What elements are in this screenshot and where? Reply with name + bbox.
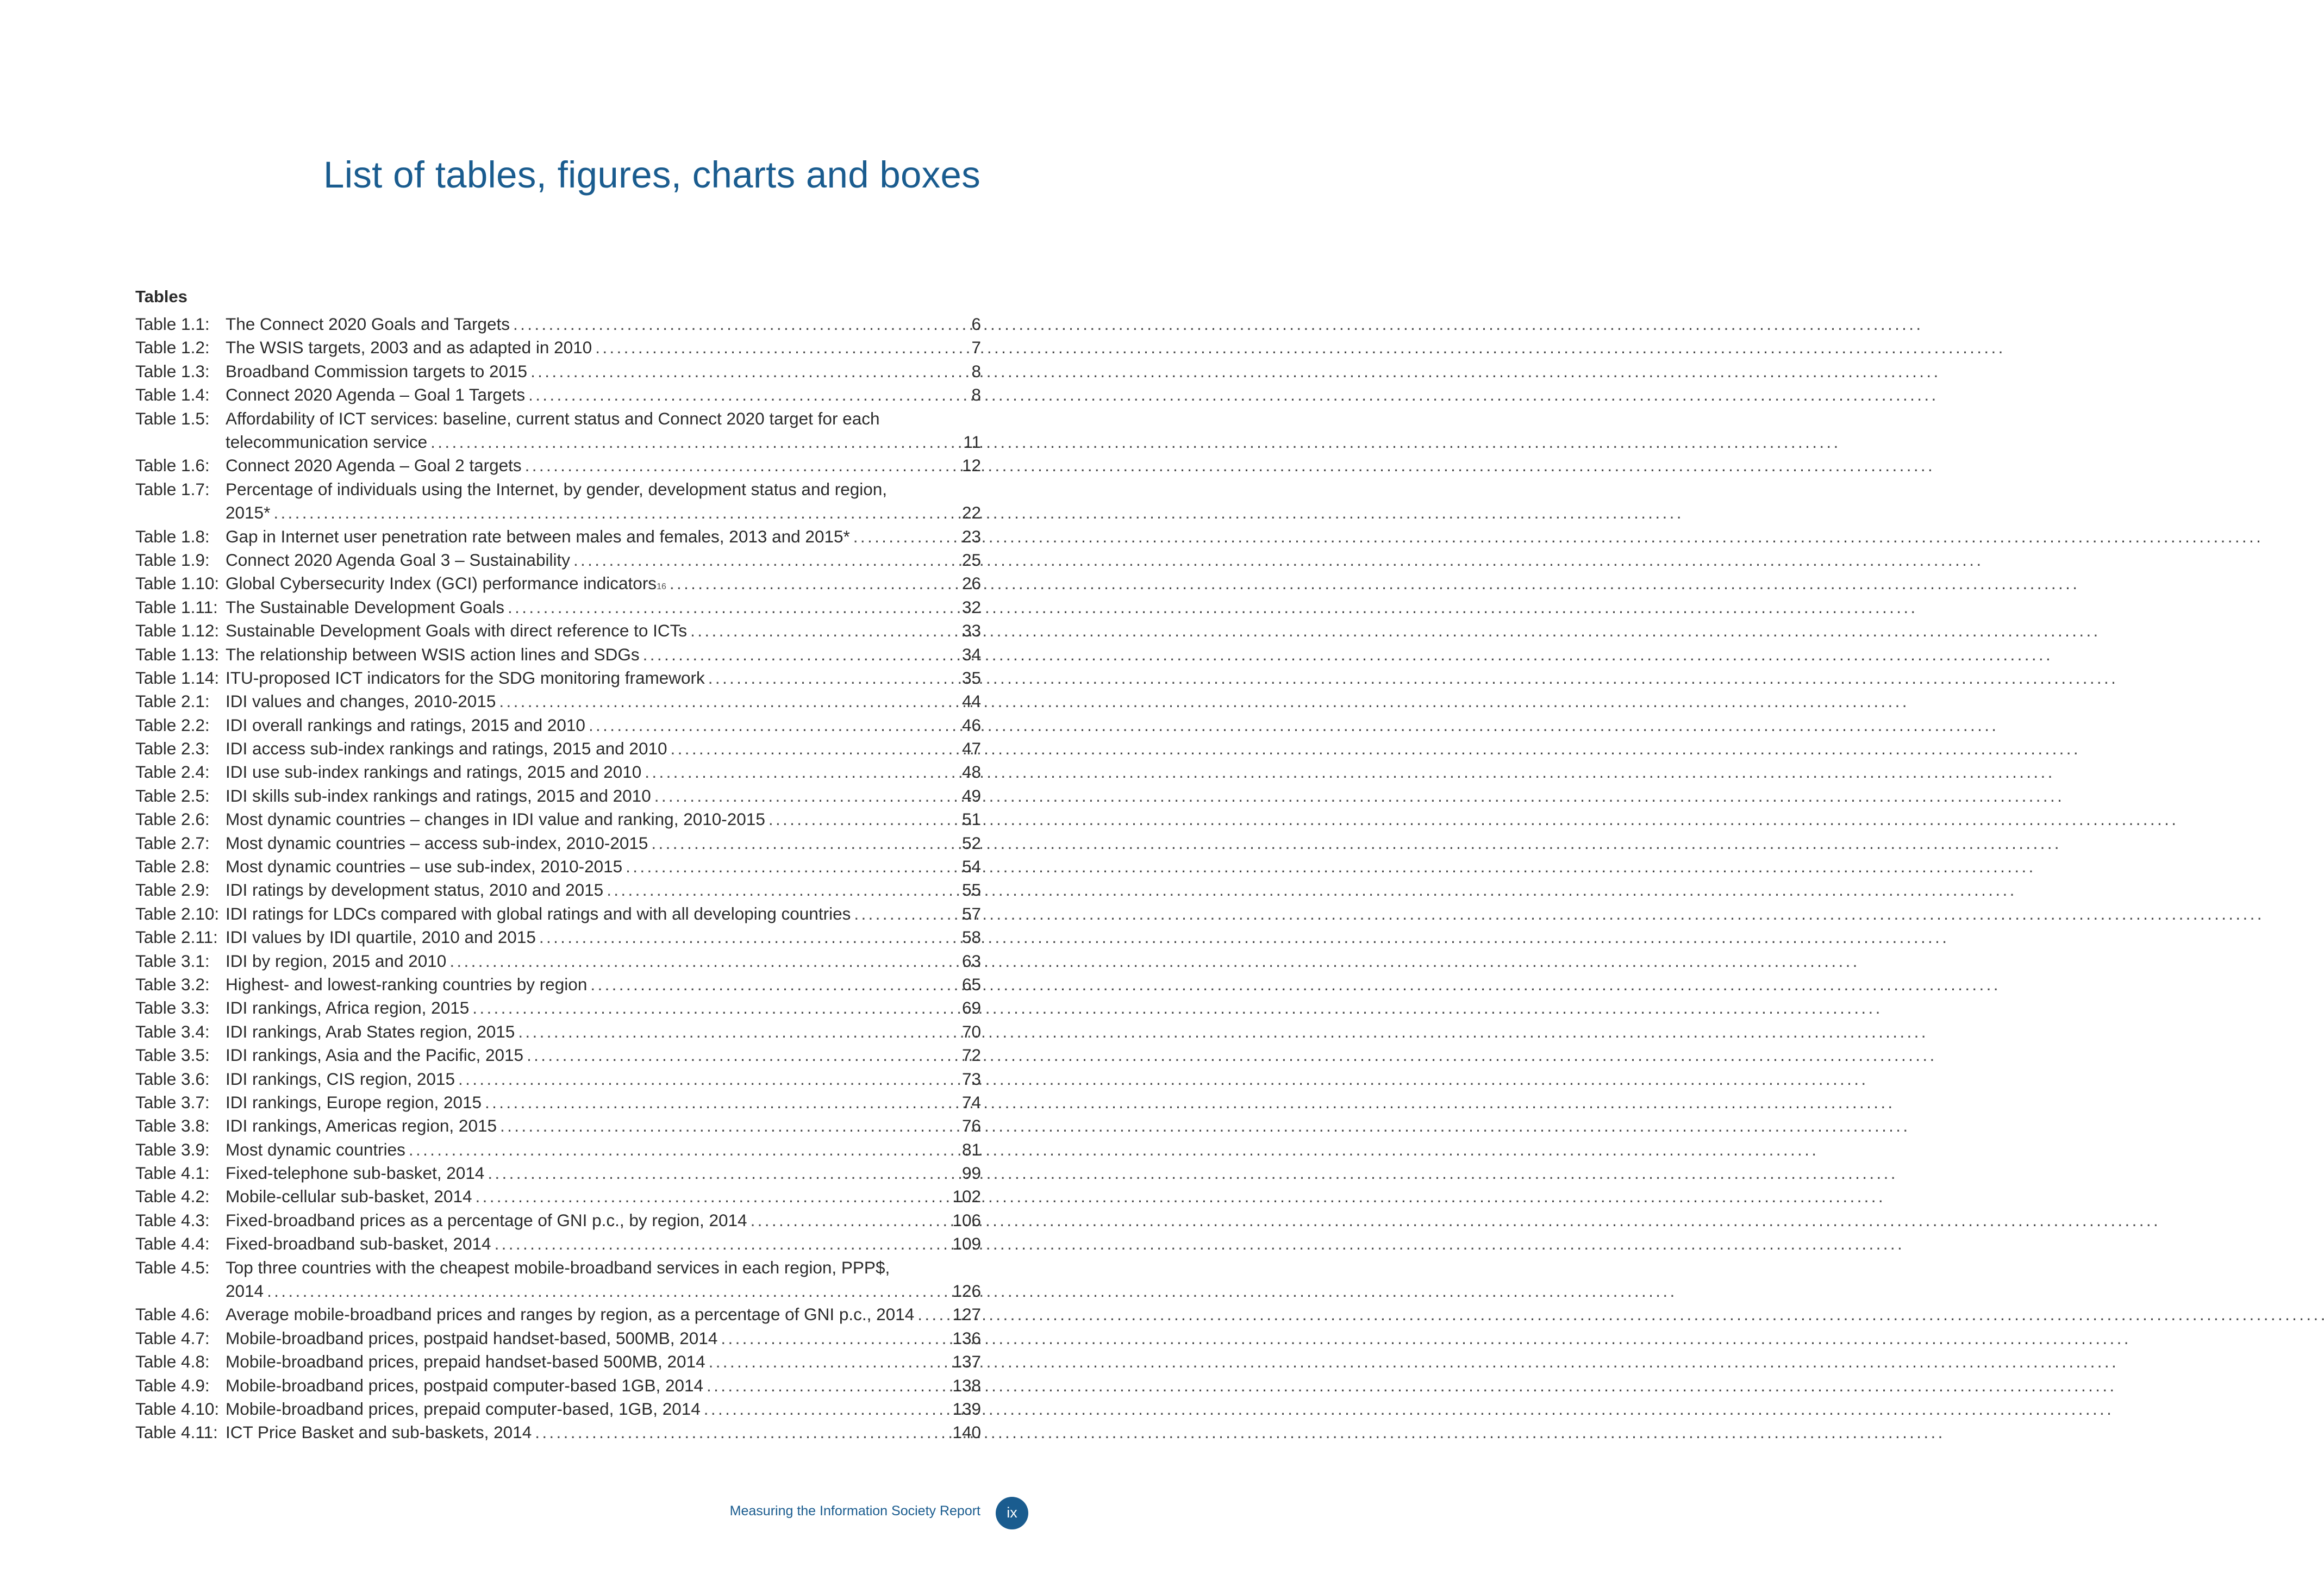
toc-entry-title: Mobile-cellular sub-basket, 2014 bbox=[226, 1186, 472, 1207]
toc-entry[interactable] bbox=[135, 1232, 981, 1256]
toc-entry-label: Table 4.1: bbox=[135, 1163, 210, 1183]
toc-entry-title: The Connect 2020 Goals and Targets bbox=[226, 314, 510, 334]
page-number-badge: ix bbox=[996, 1497, 1028, 1529]
toc-entry-title: ITU-proposed ICT indicators for the SDG monitoring framework bbox=[226, 667, 705, 688]
dot-leader bbox=[917, 1303, 949, 1326]
toc-entry-label: Table 2.1: bbox=[135, 691, 210, 711]
dot-leader bbox=[513, 313, 968, 336]
toc-entry-label: Table 4.6: bbox=[135, 1304, 210, 1325]
toc-entry-label: Table 1.3: bbox=[135, 361, 210, 381]
section-heading-tables: Tables bbox=[135, 287, 188, 306]
toc-entry[interactable] bbox=[135, 878, 981, 902]
toc-entry-title: Most dynamic countries – changes in IDI value and ranking, 2010-2015 bbox=[226, 809, 765, 829]
toc-entry-title: Top three countries with the cheapest mobile-broadband services in each region, PPP$, bbox=[226, 1257, 890, 1277]
toc-entry-label: Table 1.13: bbox=[135, 644, 220, 664]
toc-entry-label: Table 1.6: bbox=[135, 455, 210, 476]
dot-leader bbox=[721, 1327, 949, 1350]
toc-entry[interactable] bbox=[135, 950, 981, 973]
dot-leader bbox=[643, 643, 959, 666]
toc-entry-title: Mobile-broadband prices, prepaid handset-based 500MB, 2014 bbox=[226, 1352, 705, 1372]
dot-leader bbox=[267, 1279, 949, 1303]
dot-leader bbox=[472, 996, 959, 1020]
toc-entry-page-number: 127 bbox=[952, 1304, 981, 1325]
toc-entry-title: IDI values by IDI quartile, 2010 and 2015 bbox=[226, 927, 536, 947]
toc-entry-title: IDI access sub-index rankings and ratings, 2015 and 2010 bbox=[226, 739, 667, 759]
toc-entry-label: Table 3.8: bbox=[135, 1116, 210, 1136]
toc-entry-page-number: 102 bbox=[952, 1186, 981, 1207]
toc-entry[interactable] bbox=[135, 525, 981, 548]
toc-entry[interactable] bbox=[135, 1114, 981, 1138]
toc-entry-title: IDI rankings, Americas region, 2015 bbox=[226, 1116, 497, 1136]
dot-leader bbox=[654, 784, 959, 808]
toc-entry-title: Fixed-broadband prices as a percentage of GNI p.c., by region, 2014 bbox=[226, 1210, 747, 1230]
toc-entry-title: IDI rankings, Asia and the Pacific, 2015 bbox=[226, 1045, 524, 1065]
toc-entry[interactable] bbox=[135, 1044, 981, 1067]
dot-leader bbox=[430, 430, 960, 454]
toc-entry-page-number: 48 bbox=[961, 762, 981, 782]
toc-entry[interactable] bbox=[135, 619, 981, 642]
toc-entry-page-number: 55 bbox=[961, 880, 981, 900]
toc-entry[interactable] bbox=[135, 313, 981, 336]
toc-entry-title: 2014 bbox=[226, 1281, 264, 1301]
toc-entry-page-number: 22 bbox=[961, 503, 981, 523]
toc-entry[interactable] bbox=[135, 454, 981, 477]
toc-entry-label: Table 2.3: bbox=[135, 739, 210, 759]
toc-entry-page-number: 72 bbox=[961, 1045, 981, 1065]
toc-entry-title: Affordability of ICT services: baseline, current status and Connect 2020 target for each bbox=[226, 408, 880, 428]
toc-entry-page-number: 12 bbox=[961, 455, 981, 476]
toc-entry-title: IDI overall rankings and ratings, 2015 and 2010 bbox=[226, 715, 585, 735]
toc-entry-title: ICT Price Basket and sub-baskets, 2014 bbox=[226, 1422, 532, 1442]
dot-leader bbox=[518, 1020, 959, 1044]
toc-entry-page-number: 99 bbox=[961, 1163, 981, 1183]
toc-entry-label: Table 1.10: bbox=[135, 573, 220, 594]
toc-entry[interactable] bbox=[135, 926, 981, 949]
toc-entry-page-number: 54 bbox=[961, 857, 981, 877]
toc-entry-page-number: 26 bbox=[961, 573, 981, 594]
toc-entry-title: IDI by region, 2015 and 2010 bbox=[226, 951, 447, 971]
dot-leader bbox=[539, 926, 959, 949]
footer-report-title: Measuring the Information Society Report bbox=[729, 1503, 980, 1519]
toc-entry-page-number: 44 bbox=[961, 691, 981, 711]
toc-entry-title: Mobile-broadband prices, prepaid computer-based, 1GB, 2014 bbox=[226, 1399, 701, 1419]
toc-entry-page-number: 63 bbox=[961, 951, 981, 971]
dot-leader bbox=[499, 690, 959, 713]
toc-entry-page-number: 69 bbox=[961, 998, 981, 1018]
toc-entry-title: The WSIS targets, 2003 and as adapted in 2010 bbox=[226, 338, 592, 358]
dot-leader bbox=[508, 596, 959, 619]
toc-entry-page-number: 8 bbox=[971, 385, 981, 405]
toc-entry-title: IDI rankings, CIS region, 2015 bbox=[226, 1069, 455, 1089]
toc-entry-label: Table 3.3: bbox=[135, 998, 210, 1018]
toc-entry-page-number: 140 bbox=[952, 1422, 981, 1442]
toc-entry-page-number: 81 bbox=[961, 1139, 981, 1159]
toc-entry-label: Table 3.5: bbox=[135, 1045, 210, 1065]
dot-leader bbox=[853, 525, 959, 548]
toc-entry-label: Table 3.7: bbox=[135, 1092, 210, 1112]
toc-entry[interactable] bbox=[135, 1374, 981, 1397]
toc-entry-label: Table 4.3: bbox=[135, 1210, 210, 1230]
toc-entry-label: Table 1.14: bbox=[135, 667, 220, 688]
toc-entry[interactable] bbox=[135, 855, 981, 878]
toc-entry-page-number: 137 bbox=[952, 1352, 981, 1372]
toc-entry[interactable] bbox=[135, 1350, 981, 1373]
toc-entry[interactable] bbox=[135, 643, 981, 666]
toc-entry-title: IDI ratings for LDCs compared with global ratings and with all developing countries bbox=[226, 903, 851, 923]
dot-leader bbox=[273, 501, 959, 524]
dot-leader bbox=[708, 666, 959, 690]
toc-entry-label: Table 1.11: bbox=[135, 597, 218, 617]
dot-leader bbox=[709, 1350, 949, 1373]
dot-leader bbox=[751, 1209, 949, 1232]
toc-entry[interactable] bbox=[135, 548, 981, 572]
toc-entry-label: Table 1.12: bbox=[135, 621, 220, 641]
toc-entry-label: Table 1.8: bbox=[135, 526, 210, 546]
toc-entry-label: Table 3.4: bbox=[135, 1021, 210, 1041]
toc-entry-page-number: 35 bbox=[961, 667, 981, 688]
toc-entry[interactable] bbox=[135, 360, 981, 383]
toc-entry-title: Average mobile-broadband prices and ranges by region, as a percentage of GNI p.c., 2014 bbox=[226, 1304, 915, 1325]
dot-leader bbox=[485, 1091, 959, 1114]
toc-entry-title: Mobile-broadband prices, postpaid computer-based 1GB, 2014 bbox=[226, 1375, 704, 1395]
toc-entry-page-number: 73 bbox=[961, 1069, 981, 1089]
toc-entry-title: Broadband Commission targets to 2015 bbox=[226, 361, 528, 381]
toc-entry[interactable] bbox=[135, 996, 981, 1020]
toc-entry[interactable] bbox=[135, 760, 981, 784]
toc-entry-page-number: 136 bbox=[952, 1328, 981, 1348]
toc-entry-title: IDI ratings by development status, 2010 and 2015 bbox=[226, 880, 604, 900]
toc-entry-label: Table 1.9: bbox=[135, 549, 210, 570]
toc-entry[interactable] bbox=[135, 1256, 981, 1303]
toc-entry-label: Table 3.1: bbox=[135, 951, 210, 971]
toc-entry-title: Most dynamic countries bbox=[226, 1139, 405, 1159]
toc-entry-page-number: 74 bbox=[961, 1092, 981, 1112]
toc-entry[interactable] bbox=[135, 1327, 981, 1350]
toc-entry-page-number: 139 bbox=[952, 1399, 981, 1419]
page-title: List of tables, figures, charts and boxes bbox=[323, 154, 980, 196]
toc-entry[interactable] bbox=[135, 1161, 981, 1185]
toc-entry-title: IDI rankings, Europe region, 2015 bbox=[226, 1092, 482, 1112]
toc-entry-title: The relationship between WSIS action lines and SDGs bbox=[226, 644, 640, 664]
toc-entry-label: Table 1.1: bbox=[135, 314, 210, 334]
toc-entry-page-number: 34 bbox=[961, 644, 981, 664]
dot-leader bbox=[458, 1067, 959, 1091]
toc-entry-page-number: 23 bbox=[961, 526, 981, 546]
toc-entry[interactable] bbox=[135, 478, 981, 525]
toc-entry[interactable] bbox=[135, 784, 981, 808]
tables-toc-list bbox=[135, 313, 981, 1445]
toc-entry-page-number: 47 bbox=[961, 739, 981, 759]
toc-entry-label: Table 3.9: bbox=[135, 1139, 210, 1159]
toc-entry-page-number: 7 bbox=[971, 338, 981, 358]
dot-leader bbox=[409, 1138, 959, 1161]
toc-entry[interactable] bbox=[135, 1185, 981, 1208]
dot-leader bbox=[488, 1161, 959, 1185]
toc-entry-page-number: 126 bbox=[952, 1281, 981, 1301]
toc-entry[interactable] bbox=[135, 407, 981, 454]
toc-entry-label: Table 4.2: bbox=[135, 1186, 210, 1207]
toc-entry-label: Table 2.8: bbox=[135, 857, 210, 877]
dot-leader bbox=[530, 360, 968, 383]
dot-leader bbox=[670, 572, 959, 595]
toc-entry-title: telecommunication service bbox=[226, 432, 428, 452]
toc-entry-title: Gap in Internet user penetration rate between males and females, 2013 and 2015* bbox=[226, 526, 850, 546]
toc-entry[interactable] bbox=[135, 666, 981, 690]
toc-entry-page-number: 46 bbox=[961, 715, 981, 735]
toc-entry[interactable] bbox=[135, 737, 981, 760]
toc-entry-title: IDI skills sub-index rankings and ratings, 2015 and 2010 bbox=[226, 785, 651, 805]
toc-entry-label: Table 2.5: bbox=[135, 785, 210, 805]
toc-entry-label: Table 2.4: bbox=[135, 762, 210, 782]
toc-entry-label: Table 3.6: bbox=[135, 1069, 210, 1089]
toc-entry-label: Table 4.11: bbox=[135, 1422, 218, 1442]
toc-entry-title: Connect 2020 Agenda – Goal 1 Targets bbox=[226, 385, 526, 405]
dot-leader bbox=[590, 973, 959, 996]
toc-entry-page-number: 32 bbox=[961, 597, 981, 617]
toc-entry-label: Table 2.9: bbox=[135, 880, 210, 900]
dot-leader bbox=[573, 548, 959, 572]
toc-entry-title: Fixed-telephone sub-basket, 2014 bbox=[226, 1163, 485, 1183]
toc-entry-title: Connect 2020 Agenda – Goal 2 targets bbox=[226, 455, 522, 476]
toc-entry-title: 2015* bbox=[226, 503, 271, 523]
dot-leader bbox=[500, 1114, 959, 1138]
toc-entry-page-number: 6 bbox=[971, 314, 981, 334]
toc-entry-page-number: 106 bbox=[952, 1210, 981, 1230]
toc-entry-page-number: 33 bbox=[961, 621, 981, 641]
dot-leader bbox=[495, 1232, 949, 1256]
toc-entry-title: Sustainable Development Goals with direct reference to ICTs bbox=[226, 621, 688, 641]
toc-entry-label: Table 4.10: bbox=[135, 1399, 220, 1419]
toc-entry[interactable] bbox=[135, 1397, 981, 1421]
toc-entry[interactable]: Table 1.10: Global Cybersecurity Index (GCI) performance indicators 16 . . . 26 bbox=[135, 572, 981, 595]
toc-entry-page-number: 49 bbox=[961, 785, 981, 805]
toc-entry-label: Table 1.4: bbox=[135, 385, 210, 405]
toc-entry-title: IDI use sub-index rankings and ratings, 2015 and 2010 bbox=[226, 762, 642, 782]
toc-entry-title: Connect 2020 Agenda Goal 3 – Sustainability bbox=[226, 549, 570, 570]
toc-entry[interactable] bbox=[135, 714, 981, 737]
toc-entry[interactable] bbox=[135, 1209, 981, 1232]
toc-entry-title: IDI rankings, Arab States region, 2015 bbox=[226, 1021, 515, 1041]
dot-leader bbox=[607, 878, 959, 902]
toc-entry-page-number: 70 bbox=[961, 1021, 981, 1041]
toc-entry-page-number: 52 bbox=[961, 833, 981, 853]
dot-leader bbox=[769, 808, 959, 831]
dot-leader bbox=[528, 383, 968, 407]
toc-entry-page-number: 65 bbox=[961, 974, 981, 994]
toc-entry-page-number: 58 bbox=[961, 927, 981, 947]
toc-entry-label: Table 4.8: bbox=[135, 1352, 210, 1372]
toc-entry-page-number: 76 bbox=[961, 1116, 981, 1136]
toc-entry-label: Table 1.2: bbox=[135, 338, 210, 358]
toc-entry-label: Table 2.6: bbox=[135, 809, 210, 829]
toc-entry-title: Most dynamic countries – access sub-index, 2010-2015 bbox=[226, 833, 648, 853]
toc-entry-label: Table 4.7: bbox=[135, 1328, 210, 1348]
dot-leader bbox=[671, 737, 959, 760]
dot-leader bbox=[707, 1374, 949, 1397]
dot-leader bbox=[476, 1185, 949, 1208]
dot-leader bbox=[704, 1397, 949, 1421]
toc-entry[interactable] bbox=[135, 1091, 981, 1114]
toc-entry-page-number: 51 bbox=[961, 809, 981, 829]
toc-entry-label: Table 2.7: bbox=[135, 833, 210, 853]
toc-entry-label: Table 2.11: bbox=[135, 927, 218, 947]
dot-leader bbox=[626, 855, 959, 878]
dot-leader bbox=[645, 760, 959, 784]
toc-entry-page-number: 25 bbox=[961, 549, 981, 570]
toc-entry[interactable] bbox=[135, 1421, 981, 1444]
toc-entry[interactable] bbox=[135, 690, 981, 713]
dot-leader bbox=[854, 902, 959, 926]
toc-entry-title: The Sustainable Development Goals bbox=[226, 597, 505, 617]
toc-entry-label: Table 4.4: bbox=[135, 1234, 210, 1254]
toc-entry[interactable] bbox=[135, 973, 981, 996]
toc-entry-page-number: 57 bbox=[961, 903, 981, 923]
toc-entry-title: Mobile-broadband prices, postpaid handset-based, 500MB, 2014 bbox=[226, 1328, 718, 1348]
toc-entry[interactable] bbox=[135, 902, 981, 926]
toc-entry-label: Table 4.5: bbox=[135, 1257, 210, 1277]
toc-entry-title: Global Cybersecurity Index (GCI) performance indicators bbox=[226, 573, 657, 594]
toc-entry-label: Table 2.2: bbox=[135, 715, 210, 735]
toc-entry[interactable] bbox=[135, 832, 981, 855]
toc-entry-title: Most dynamic countries – use sub-index, 2010-2015 bbox=[226, 857, 623, 877]
toc-entry-page-number: 8 bbox=[971, 361, 981, 381]
dot-leader bbox=[525, 454, 959, 477]
toc-entry-label: Table 3.2: bbox=[135, 974, 210, 994]
dot-leader bbox=[651, 832, 959, 855]
dot-leader bbox=[589, 714, 959, 737]
toc-entry[interactable] bbox=[135, 1303, 981, 1326]
toc-entry-title: Percentage of individuals using the Internet, by gender, development status and region, bbox=[226, 479, 888, 499]
toc-entry[interactable] bbox=[135, 1067, 981, 1091]
toc-entry-title: IDI rankings, Africa region, 2015 bbox=[226, 998, 470, 1018]
toc-entry[interactable] bbox=[135, 336, 981, 359]
toc-entry[interactable] bbox=[135, 808, 981, 831]
toc-entry-page-number: 138 bbox=[952, 1375, 981, 1395]
toc-entry-page-number: 109 bbox=[952, 1234, 981, 1254]
toc-entry-label: Table 1.7: bbox=[135, 479, 210, 499]
toc-entry[interactable] bbox=[135, 1138, 981, 1161]
dot-leader bbox=[527, 1044, 959, 1067]
dot-leader bbox=[595, 336, 968, 359]
toc-entry-title: Fixed-broadband sub-basket, 2014 bbox=[226, 1234, 491, 1254]
toc-entry[interactable] bbox=[135, 1020, 981, 1044]
toc-entry-label: Table 1.5: bbox=[135, 408, 210, 428]
dot-leader bbox=[449, 950, 959, 973]
toc-entry-title: IDI values and changes, 2010-2015 bbox=[226, 691, 496, 711]
dot-leader bbox=[535, 1421, 949, 1444]
dot-leader bbox=[690, 619, 959, 642]
toc-entry-title: Highest- and lowest-ranking countries by region bbox=[226, 974, 588, 994]
toc-entry[interactable] bbox=[135, 596, 981, 619]
toc-entry-label: Table 2.10: bbox=[135, 903, 220, 923]
toc-entry[interactable] bbox=[135, 383, 981, 407]
toc-entry-page-number: 11 bbox=[963, 432, 981, 452]
toc-entry-label: Table 4.9: bbox=[135, 1375, 210, 1395]
